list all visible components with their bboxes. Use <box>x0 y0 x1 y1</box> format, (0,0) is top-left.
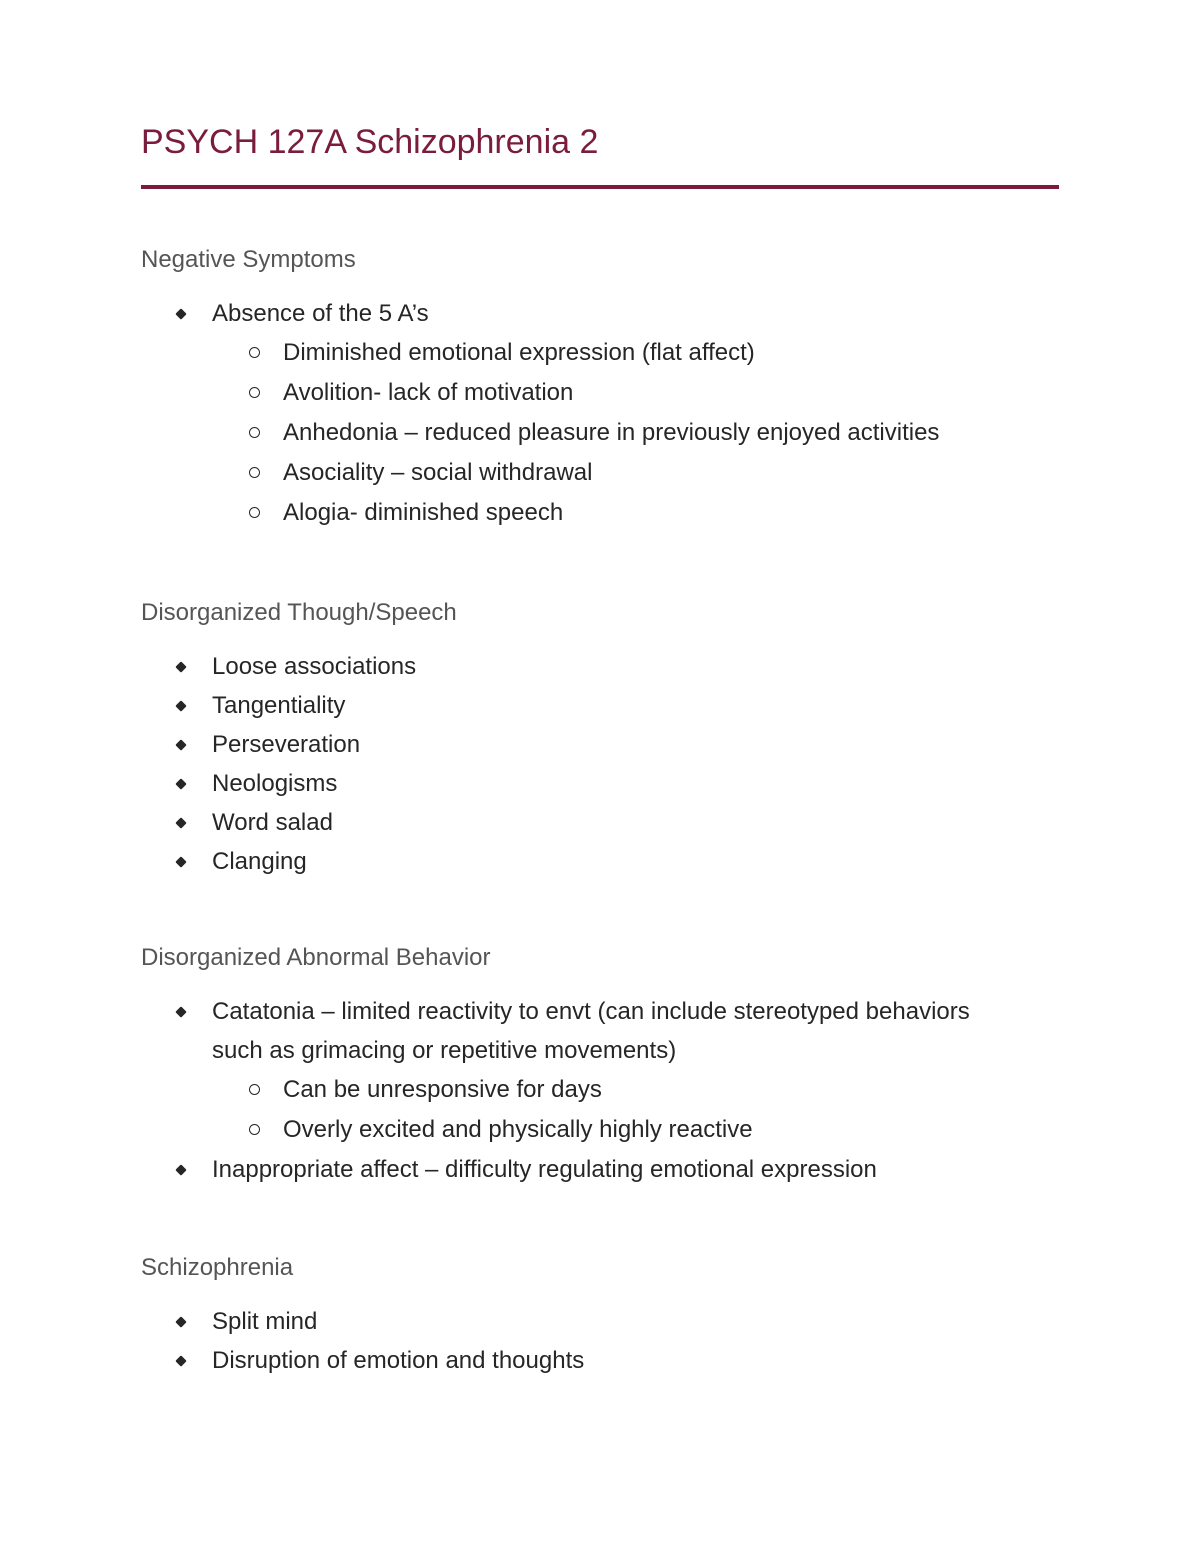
section-heading: Disorganized Abnormal Behavior <box>141 944 491 971</box>
section-heading: Negative Symptoms <box>141 246 356 273</box>
diamond-bullet-icon <box>175 1006 186 1017</box>
title-divider <box>141 185 1059 189</box>
list-item-text: Tangentiality <box>212 692 346 719</box>
diamond-bullet-icon <box>175 1164 186 1175</box>
sub-list-item <box>212 1070 1061 1110</box>
section-disorganized-behavior <box>141 941 1061 1189</box>
circle-bullet-icon <box>249 427 260 438</box>
sub-list <box>212 1070 1061 1150</box>
sub-list-item-text: Overly excited and physically highly reactive <box>283 1116 753 1143</box>
diamond-bullet-icon <box>175 817 186 828</box>
section-negative-symptoms <box>141 243 1061 533</box>
list-item <box>141 803 1061 842</box>
section-schizophrenia <box>141 1251 1061 1380</box>
list-item-text: Perseveration <box>212 731 361 758</box>
diamond-bullet-icon <box>175 856 186 867</box>
list-item <box>141 1302 1061 1341</box>
sub-list-item <box>212 413 1061 453</box>
circle-bullet-icon <box>249 507 260 518</box>
list-item-text: Split mind <box>212 1308 318 1335</box>
list-item <box>141 294 1061 533</box>
list-item <box>141 647 1061 686</box>
sub-list-item-text: Can be unresponsive for days <box>283 1076 602 1103</box>
diamond-bullet-icon <box>175 739 186 750</box>
section-heading: Schizophrenia <box>141 1254 294 1281</box>
diamond-bullet-icon <box>175 700 186 711</box>
sub-list-item <box>212 373 1061 413</box>
sub-list-item-text: Asociality – social withdrawal <box>283 459 593 486</box>
list-item <box>141 992 1061 1150</box>
circle-bullet-icon <box>249 1124 260 1135</box>
list-item <box>141 686 1061 725</box>
list-item-text: Absence of the 5 A’s <box>212 300 429 327</box>
diamond-bullet-icon <box>175 308 186 319</box>
list-item-text: Loose associations <box>212 653 417 680</box>
diamond-bullet-icon <box>175 1316 186 1327</box>
diamond-bullet-icon <box>175 661 186 672</box>
list-item-text: Catatonia – limited reactivity to envt (can include stereotyped behaviors such as grimacing or repetitive movements) <box>212 998 970 1064</box>
bullet-list <box>141 647 1061 881</box>
circle-bullet-icon <box>249 467 260 478</box>
sub-list-item-text: Diminished emotional expression (flat affect) <box>283 339 755 366</box>
circle-bullet-icon <box>249 387 260 398</box>
bullet-list <box>141 992 1061 1189</box>
sub-list-item-text: Alogia- diminished speech <box>283 499 564 526</box>
section-disorganized-speech <box>141 596 1061 881</box>
sub-list-item <box>212 1110 1061 1150</box>
sub-list-item <box>212 493 1061 533</box>
bullet-list <box>141 1302 1061 1380</box>
sub-list-item-text: Avolition- lack of motivation <box>283 379 574 406</box>
list-item-text: Disruption of emotion and thoughts <box>212 1347 585 1374</box>
diamond-bullet-icon <box>175 1355 186 1366</box>
circle-bullet-icon <box>249 347 260 358</box>
sub-list-item <box>212 333 1061 373</box>
list-item <box>141 1341 1061 1380</box>
section-heading: Disorganized Though/Speech <box>141 599 457 626</box>
list-item-text: Clanging <box>212 848 307 875</box>
list-item <box>141 1150 1061 1189</box>
circle-bullet-icon <box>249 1084 260 1095</box>
diamond-bullet-icon <box>175 778 186 789</box>
list-item <box>141 764 1061 803</box>
list-item-text: Neologisms <box>212 770 338 797</box>
page-title: PSYCH 127A Schizophrenia 2 <box>141 123 599 161</box>
list-item-text: Word salad <box>212 809 333 836</box>
list-item-text: Inappropriate affect – difficulty regulating emotional expression <box>212 1156 877 1183</box>
sub-list-item <box>212 453 1061 493</box>
bullet-list <box>141 294 1061 533</box>
list-item <box>141 842 1061 881</box>
list-item <box>141 725 1061 764</box>
sub-list-item-text: Anhedonia – reduced pleasure in previously enjoyed activities <box>283 419 940 446</box>
sub-list <box>212 333 1061 533</box>
